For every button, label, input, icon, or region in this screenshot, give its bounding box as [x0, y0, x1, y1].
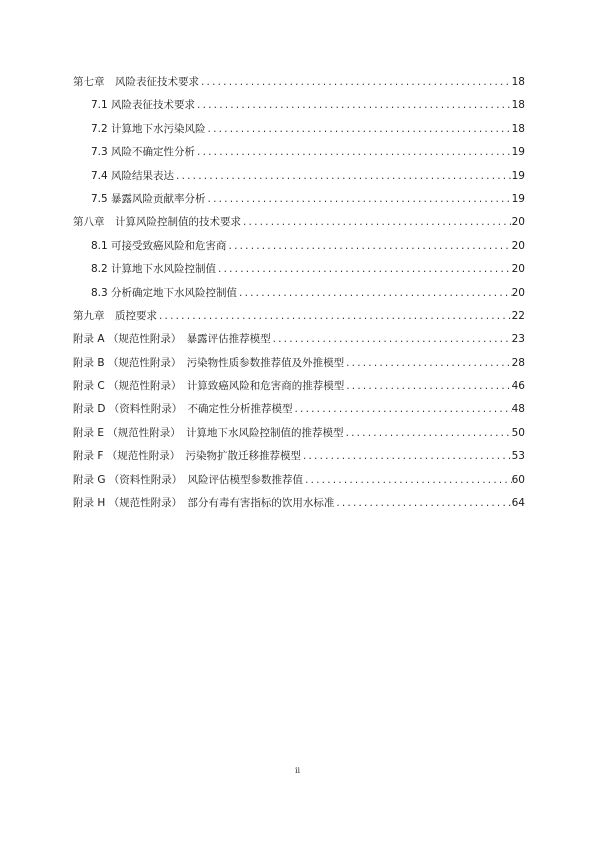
page-number: ii	[294, 766, 301, 775]
toc-entry-page: 48	[511, 403, 525, 416]
toc-entry-title: 8.1 可接受致癌风险和危害商	[91, 239, 227, 252]
toc-entry[interactable]	[73, 378, 525, 401]
toc-entry[interactable]	[73, 355, 525, 378]
toc-entry[interactable]	[73, 425, 525, 448]
toc-entry-title: 附录 D （资料性附录） 不确定性分析推荐模型	[73, 403, 293, 416]
toc-leader-dots	[157, 308, 512, 324]
toc-entry-title: 7.2 计算地下水污染风险	[91, 122, 206, 135]
toc-leader-dots	[195, 97, 512, 113]
toc-entry-page: 20	[511, 239, 525, 252]
toc-entry-page: 19	[511, 169, 525, 182]
toc-entry-title: 7.1 风险表征技术要求	[91, 99, 196, 112]
toc-entry-page: 53	[511, 450, 525, 463]
toc-entry-page: 46	[511, 380, 525, 393]
toc-leader-dots	[344, 425, 512, 441]
toc-leader-dots	[241, 214, 512, 230]
toc-entry-title: 附录 C （规范性附录） 计算致癌风险和危害商的推荐模型	[73, 380, 345, 393]
toc-entry-title: 附录 H （规范性附录） 部分有毒有害指标的饮用水标准	[73, 497, 335, 510]
toc-leader-dots	[206, 191, 512, 207]
toc-entry-title: 第八章 计算风险控制值的技术要求	[73, 216, 241, 229]
toc-entry[interactable]	[73, 121, 525, 144]
toc-entry[interactable]	[73, 144, 525, 167]
toc-entry-title: 8.3 分析确定地下水风险控制值	[91, 286, 238, 299]
toc-leader-dots	[301, 448, 512, 464]
toc-entry-page: 50	[511, 426, 525, 439]
toc-entry-title: 附录 G （资料性附录） 风险评估模型参数推荐值	[73, 473, 304, 486]
toc-entry-title: 附录 F （规范性附录） 污染物扩散迁移推荐模型	[73, 450, 301, 463]
toc-entry-title: 7.4 风险结果表达	[91, 169, 175, 182]
toc-entry[interactable]	[73, 308, 525, 331]
toc-leader-dots	[227, 238, 512, 254]
toc-entry[interactable]	[73, 285, 525, 308]
toc-entry-title: 7.5 暴露风险贡献率分析	[91, 192, 206, 205]
toc-entry-title: 附录 A （规范性附录） 暴露评估推荐模型	[73, 333, 271, 346]
toc-leader-dots	[216, 261, 512, 277]
toc-leader-dots	[174, 168, 512, 184]
toc-entry-page: 23	[511, 333, 525, 346]
toc-entry-page: 18	[511, 99, 525, 112]
toc-entry[interactable]	[73, 97, 525, 120]
toc-entry-page: 22	[511, 309, 525, 322]
toc-entry[interactable]	[73, 448, 525, 471]
toc-entry-page: 20	[511, 216, 525, 229]
toc-leader-dots	[293, 401, 512, 417]
toc-leader-dots	[271, 331, 512, 347]
toc-entry-title: 第七章 风险表征技术要求	[73, 76, 199, 88]
toc-leader-dots	[195, 144, 512, 160]
toc-entry-page: 19	[511, 192, 525, 205]
toc-entry[interactable]	[73, 495, 525, 518]
toc-leader-dots	[303, 472, 512, 488]
toc-entry-title: 8.2 计算地下水风险控制值	[91, 263, 217, 276]
toc-entry-page: 64	[511, 497, 525, 510]
toc-entry[interactable]	[73, 74, 525, 97]
toc-leader-dots	[344, 378, 511, 394]
toc-entry-title: 附录 E （规范性附录） 计算地下水风险控制值的推荐模型	[73, 426, 344, 439]
toc-entry-page: 18	[511, 122, 525, 135]
toc-entry-page: 18	[511, 76, 525, 88]
toc-leader-dots	[237, 285, 512, 301]
toc-entry[interactable]	[73, 214, 525, 237]
toc-leader-dots	[344, 355, 511, 371]
toc-entry-title: 第九章 质控要求	[73, 309, 157, 322]
toc-entry[interactable]	[73, 472, 525, 495]
toc-entry[interactable]	[73, 238, 525, 261]
toc-entry-page: 60	[511, 473, 525, 486]
toc-entry-page: 28	[511, 356, 525, 369]
toc-entry-page: 20	[511, 286, 525, 299]
toc-entry[interactable]	[73, 331, 525, 354]
toc-leader-dots	[206, 121, 512, 137]
toc-entry-page: 20	[511, 263, 525, 276]
toc-entry-title: 7.3 风险不确定性分析	[91, 146, 196, 159]
toc-entry[interactable]	[73, 401, 525, 424]
toc-entry-page: 19	[511, 146, 525, 159]
table-of-contents	[73, 74, 525, 518]
toc-entry[interactable]	[73, 261, 525, 284]
toc-entry[interactable]	[73, 168, 525, 191]
toc-entry-title: 附录 B （规范性附录） 污染物性质参数推荐值及外推模型	[73, 356, 345, 369]
toc-leader-dots	[199, 74, 512, 90]
toc-leader-dots	[334, 495, 511, 511]
toc-entry[interactable]	[73, 191, 525, 214]
